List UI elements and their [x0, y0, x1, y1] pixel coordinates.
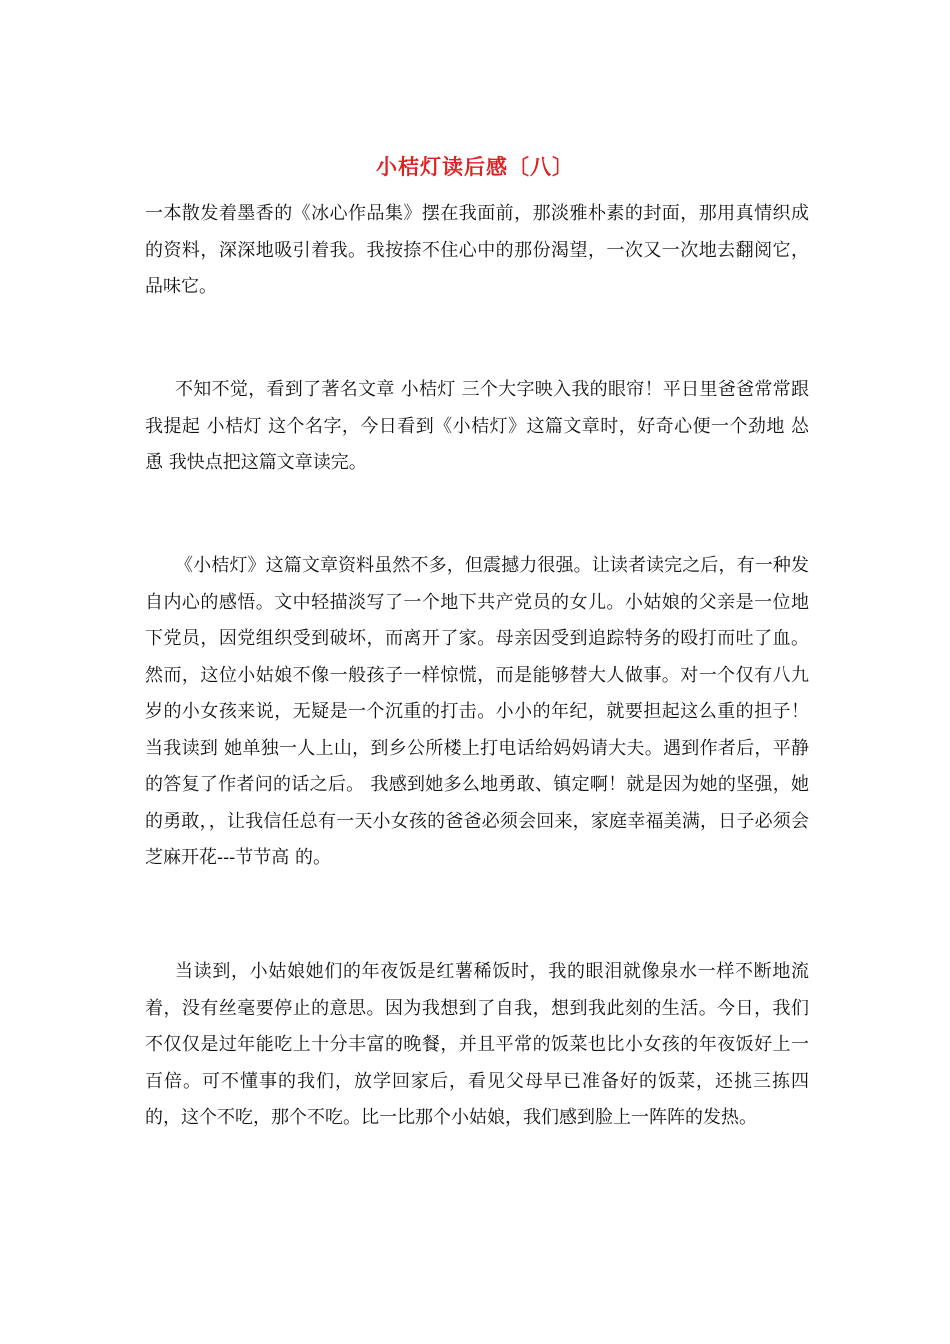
paragraph-1: 一本散发着墨香的《冰心作品集》摆在我面前，那淡雅朴素的封面，那用真情织成的资料，深深地吸引着我。我按捺不住心中的那份渴望，一次又一次地去翻阅它，品味它。 — [145, 203, 809, 297]
paragraph-2: 不知不觉，看到了著名文章 小桔灯 三个大字映入我的眼帘！平日里爸爸常常跟我提起 小桔灯 这个名字，今日看到《小桔灯》这篇文章时，好奇心便一个劲地 怂恿 我快点把这篇文章读完。 — [145, 379, 809, 473]
paragraph-4: 当读到，小姑娘她们的年夜饭是红薯稀饭时，我的眼泪就像泉水一样不断地流着，没有丝毫要停止的意思。因为我想到了自我，想到我此刻的生活。今日，我们不仅仅是过年能吃上十分丰富的晚餐，并且平常的饭菜也比小女孩的年夜饭好上一百倍。可不懂事的我们，放学回家后，看见父母早已准备好的饭菜，还挑三拣四的，这个不吃，那个不吃。比一比那个小姑娘，我们感到脸上一阵阵的发热。 — [145, 961, 809, 1128]
paragraph-3: 《小桔灯》这篇文章资料虽然不多，但震撼力很强。让读者读完之后，有一种发自内心的感悟。文中轻描淡写了一个地下共产党员的女儿。小姑娘的父亲是一位地下党员，因党组织受到破坏，而离开了家。母亲因受到追踪特务的殴打而吐了血。然而，这位小姑娘不像一般孩子一样惊慌，而是能够替大人做事。对一个仅有八九岁的小女孩来说，无疑是一个沉重的打击。小小的年纪，就要担起这么重的担子！当我读到 她单独一人上山，到乡公所楼上打电话给妈妈请大夫。遇到作者后，平静的答复了作者问的话之后。 我感到她多么地勇敢、镇定啊！就是因为她的坚强，她的勇敢，，让我信任总有一天小女孩的爸爸必须会回来，家庭幸福美满，日子必须会 芝麻开花---节节高 的。 — [145, 555, 809, 868]
document-title: 小桔灯读后感〔八〕 — [376, 154, 574, 179]
